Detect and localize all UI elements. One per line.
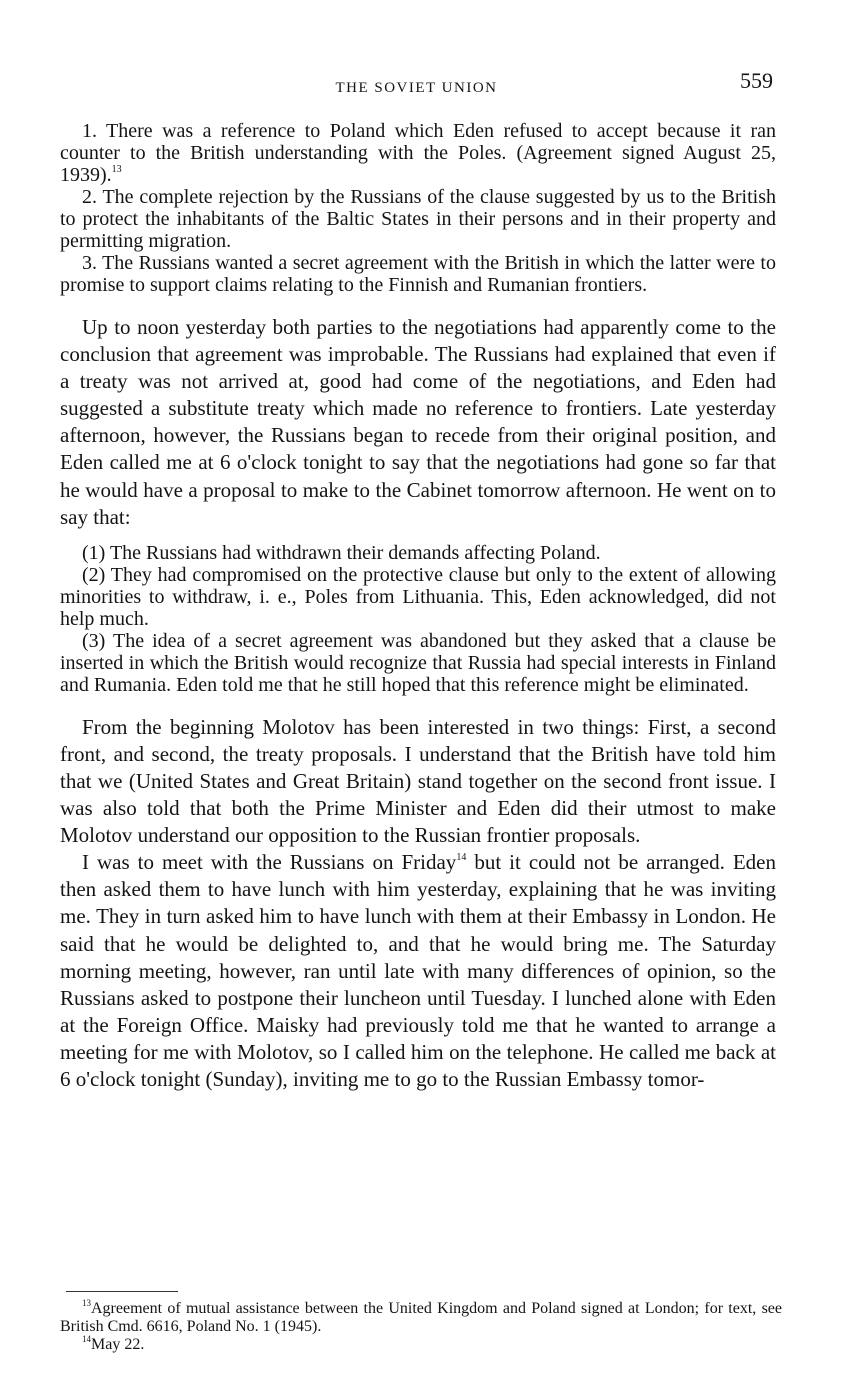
page-number: 559 xyxy=(740,68,773,93)
list-item-text: 1. There was a reference to Poland which Eden refused to accept because it ran counter to the British understanding with the Poles. (Agreement signed August 25, 1939). xyxy=(60,120,776,186)
footnotes xyxy=(60,1300,782,1354)
list-item: (3) The idea of a secret agreement was abandoned but they asked that a clause be inserted in which the British would recognize that Russia had special interests in Finland and Rumania. Eden told me that he still hoped that this reference might be eliminated. xyxy=(60,629,776,696)
footnote-ref: 14 xyxy=(456,852,467,864)
list-item-text: 2. The complete rejection by the Russians of the clause suggested by us to the British to protect the inhabitants of the Baltic States in their persons and in their property and permitting migration. xyxy=(60,186,776,252)
list-item xyxy=(60,186,776,252)
running-head: THE SOVIET UNION xyxy=(335,80,498,96)
numbered-list-eden-points xyxy=(60,542,776,696)
paragraph xyxy=(60,849,776,1093)
footnote-mark: 14 xyxy=(82,1334,91,1344)
paragraph: Up to noon yesterday both parties to the negotiations had apparently come to the conclusion that agreement was improbable. The Russians had explained that even if a treaty was not arrived at, good had come of the negotiations, and Eden had suggested a substitute treaty which made no reference to frontiers. Late yesterday afternoon, however, the Russians began to recede from their original position, and Eden called me at 6 o'clock tonight to say that the negotiations had gone so far that he would have a proposal to make to the Cabinet tomorrow afternoon. He went on to say that: xyxy=(60,315,776,529)
footnote-text: May 22. xyxy=(91,1336,145,1353)
list-item-text: 3. The Russians wanted a secret agreement with the British in which the latter were to promise to support claims relating to the Finnish and Rumanian frontiers. xyxy=(60,252,776,296)
page-header xyxy=(60,68,773,98)
list-item: (1) The Russians had withdrawn their demands affecting Poland. xyxy=(82,541,601,564)
footnote xyxy=(60,1300,782,1336)
footnote-rule xyxy=(66,1291,178,1292)
list-item xyxy=(60,252,776,296)
footnote xyxy=(60,1336,782,1354)
paragraph-text: but it could not be arranged. Eden then asked them to have lunch with him yesterday, explaining that he was inviting me. They in turn asked him to have lunch with them at their Embassy in London. He said that he would be delighted to, and that he would bring me. The Saturday morning meeting, however, ran until late with many differences of opinion, so the Russians asked to postpone their luncheon until Tuesday. I lunched alone with Eden at the Foreign Office. Maisky had previously told me that he wanted to arrange a meeting for me with Molotov, so I called him on the telephone. He called me back at 6 o'clock tonight (Sunday), inviting me to go to the Russian Embassy tomor- xyxy=(60,850,776,1091)
footnote-ref: 13 xyxy=(111,164,122,175)
page-body xyxy=(60,120,776,1093)
paragraph: From the beginning Molotov has been interested in two things: First, a second front, and second, the treaty proposals. I understand that the British have told him that we (United States and Great Britain) stand together on the second front issue. I was also told that both the Prime Minister and Eden did their utmost to make Molotov understand our opposition to the Russian frontier proposals. xyxy=(60,714,776,848)
paragraph-negotiations xyxy=(60,314,776,531)
paragraph-molotov xyxy=(60,714,776,1093)
footnote-mark: 13 xyxy=(82,1298,91,1308)
list-item: (2) They had compromised on the protective clause but only to the extent of allowing minorities to withdraw, i. e., Poles from Lithuania. This, Eden acknowledged, did not help much. xyxy=(60,563,776,630)
footnote-text: Agreement of mutual assistance between the United Kingdom and Poland signed at London; for text, see British Cmd. 6616, Poland No. 1 (1945). xyxy=(60,1300,782,1335)
numbered-list-issues xyxy=(60,120,776,296)
list-item xyxy=(60,120,776,186)
paragraph-text: I was to meet with the Russians on Friday xyxy=(82,850,457,875)
